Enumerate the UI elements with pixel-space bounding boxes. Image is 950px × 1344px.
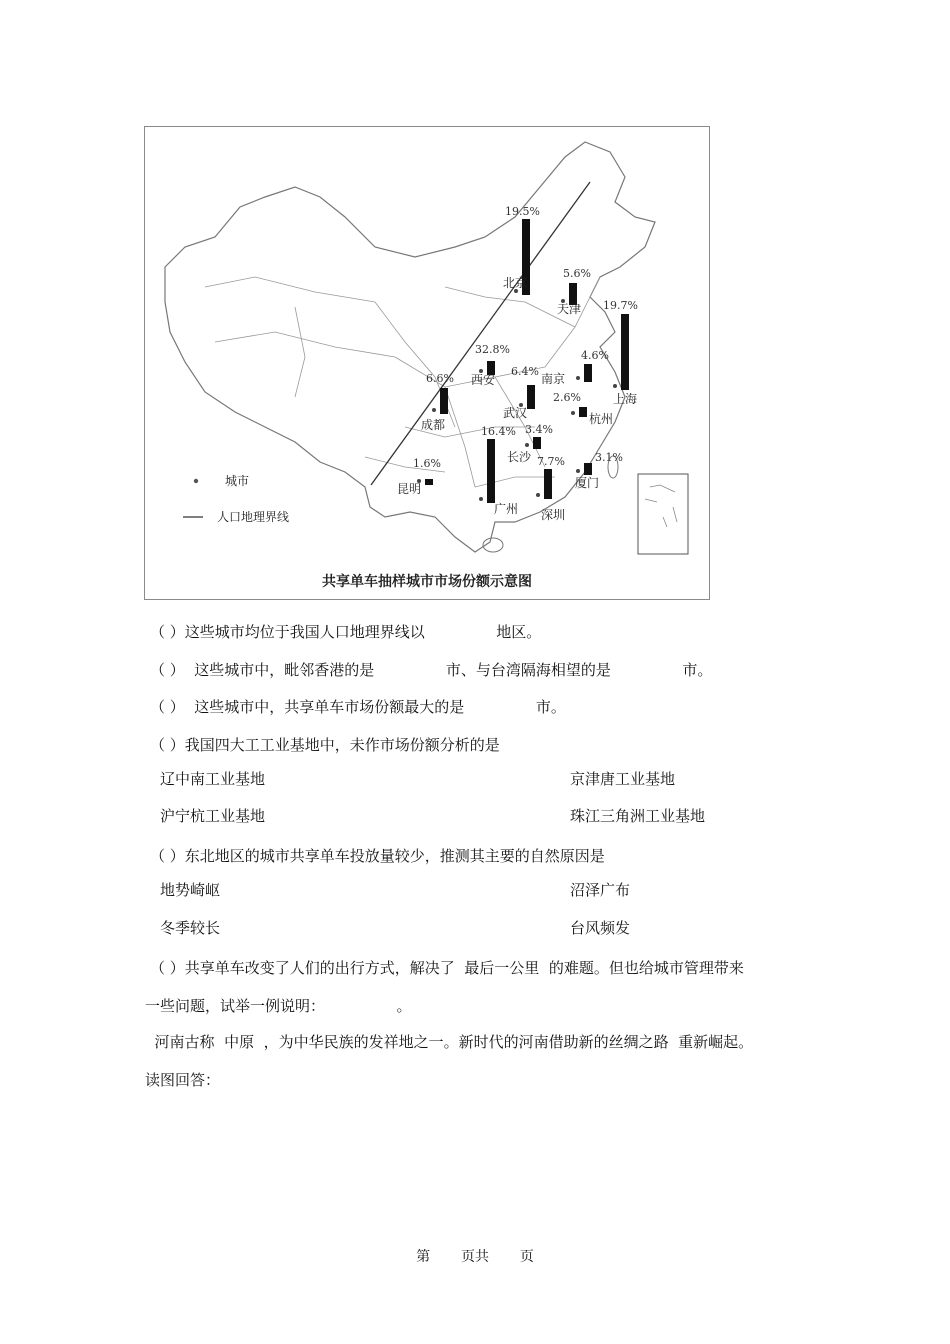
city-dot-8	[525, 443, 529, 447]
question-5: （ ）东北地区的城市共享单车投放量较少，推测其主要的自然原因是	[150, 847, 605, 865]
share-bar-7	[440, 388, 448, 414]
share-bar-12	[425, 479, 433, 485]
city-dot-7	[432, 408, 436, 412]
share-label-10: 7.7%	[537, 455, 565, 468]
footer-page-label: 第	[416, 1249, 431, 1265]
intro-line-1: 河南古称 中原 ，为中华民族的发祥地之一。新时代的河南借助新的丝绸之路 重新崛起。	[145, 1033, 754, 1051]
city-dot-6	[571, 411, 575, 415]
share-label-12: 1.6%	[413, 457, 441, 470]
city-name-9: 广州	[494, 502, 519, 516]
city-name-7: 成都	[421, 418, 446, 432]
city-name-6: 杭州	[589, 412, 614, 426]
share-label-3: 32.8%	[475, 343, 510, 356]
share-label-7: 6.6%	[426, 372, 454, 385]
city-name-4: 南京	[541, 372, 566, 386]
q4-option-4: 珠江三角洲工业基地	[570, 807, 706, 825]
city-dot-4	[576, 376, 580, 380]
intro-line-2: 读图回答：	[145, 1071, 221, 1089]
question-1: （ ）这些城市均位于我国人口地理界线以 地区。	[150, 623, 542, 641]
share-bar-4	[584, 364, 592, 382]
q4-option-3: 沪宁杭工业基地	[160, 807, 266, 825]
city-name-3: 西安	[471, 373, 496, 387]
city-name-5: 武汉	[503, 406, 528, 420]
q5-option-1: 地势崎岖	[160, 881, 221, 899]
legend-city-label: 城市	[225, 474, 250, 488]
population-line	[371, 182, 590, 485]
question-4: （ ）我国四大工工业基地中，未作市场份额分析的是	[150, 736, 500, 754]
share-label-9: 16.4%	[481, 425, 516, 438]
share-label-0: 19.5%	[505, 205, 540, 218]
share-bar-6	[579, 407, 587, 417]
city-name-11: 厦门	[575, 476, 600, 490]
map-caption: 共享单车抽样城市市场份额示意图	[322, 574, 532, 590]
share-label-11: 3.1%	[595, 451, 623, 464]
share-label-1: 5.6%	[563, 267, 591, 280]
legend-city-dot	[194, 479, 198, 483]
legend-line-label: 人口地理界线	[217, 510, 290, 524]
footer-total-label: 页共	[461, 1249, 489, 1265]
footer-page-suffix: 页	[519, 1249, 534, 1265]
city-name-10: 深圳	[541, 508, 566, 522]
share-bar-8	[533, 437, 541, 449]
city-dot-11	[576, 469, 580, 473]
question-3: （ ） 这些城市中，共享单车市场份额最大的是 市。	[150, 698, 566, 716]
city-name-2: 上海	[613, 392, 638, 406]
q4-option-2: 京津唐工业基地	[570, 770, 676, 788]
share-label-4: 4.6%	[581, 349, 609, 362]
city-dot-9	[479, 497, 483, 501]
map-svg	[145, 127, 709, 599]
china-map-figure	[144, 126, 710, 600]
q5-option-4: 台风频发	[570, 919, 631, 937]
share-bar-2	[621, 314, 629, 390]
city-dot-2	[613, 384, 617, 388]
share-bar-5	[527, 385, 535, 409]
q5-option-2: 沼泽广布	[570, 881, 631, 899]
city-dot-10	[536, 493, 540, 497]
page-footer	[0, 1246, 950, 1266]
city-name-1: 天津	[557, 302, 582, 316]
share-label-8: 3.4%	[525, 423, 553, 436]
question-6-line-2: 一些问题，试举一例说明： 。	[145, 997, 412, 1015]
share-label-2: 19.7%	[603, 299, 638, 312]
q4-option-1: 辽中南工业基地	[160, 770, 266, 788]
share-label-6: 2.6%	[553, 391, 581, 404]
question-2: （ ） 这些城市中，毗邻香港的是 市、与台湾隔海相望的是 市。	[150, 661, 713, 679]
share-label-5: 6.4%	[511, 365, 539, 378]
question-6-line-1: （ ）共享单车改变了人们的出行方式，解决了 最后一公里 的难题。但也给城市管理带来	[150, 959, 744, 977]
share-bar-9	[487, 439, 495, 503]
share-bar-10	[544, 469, 552, 499]
city-name-8: 长沙	[507, 450, 532, 464]
q5-option-3: 冬季较长	[160, 919, 221, 937]
city-name-12: 昆明	[397, 482, 422, 496]
city-name-0: 北京	[503, 276, 528, 290]
share-bar-11	[584, 463, 592, 475]
